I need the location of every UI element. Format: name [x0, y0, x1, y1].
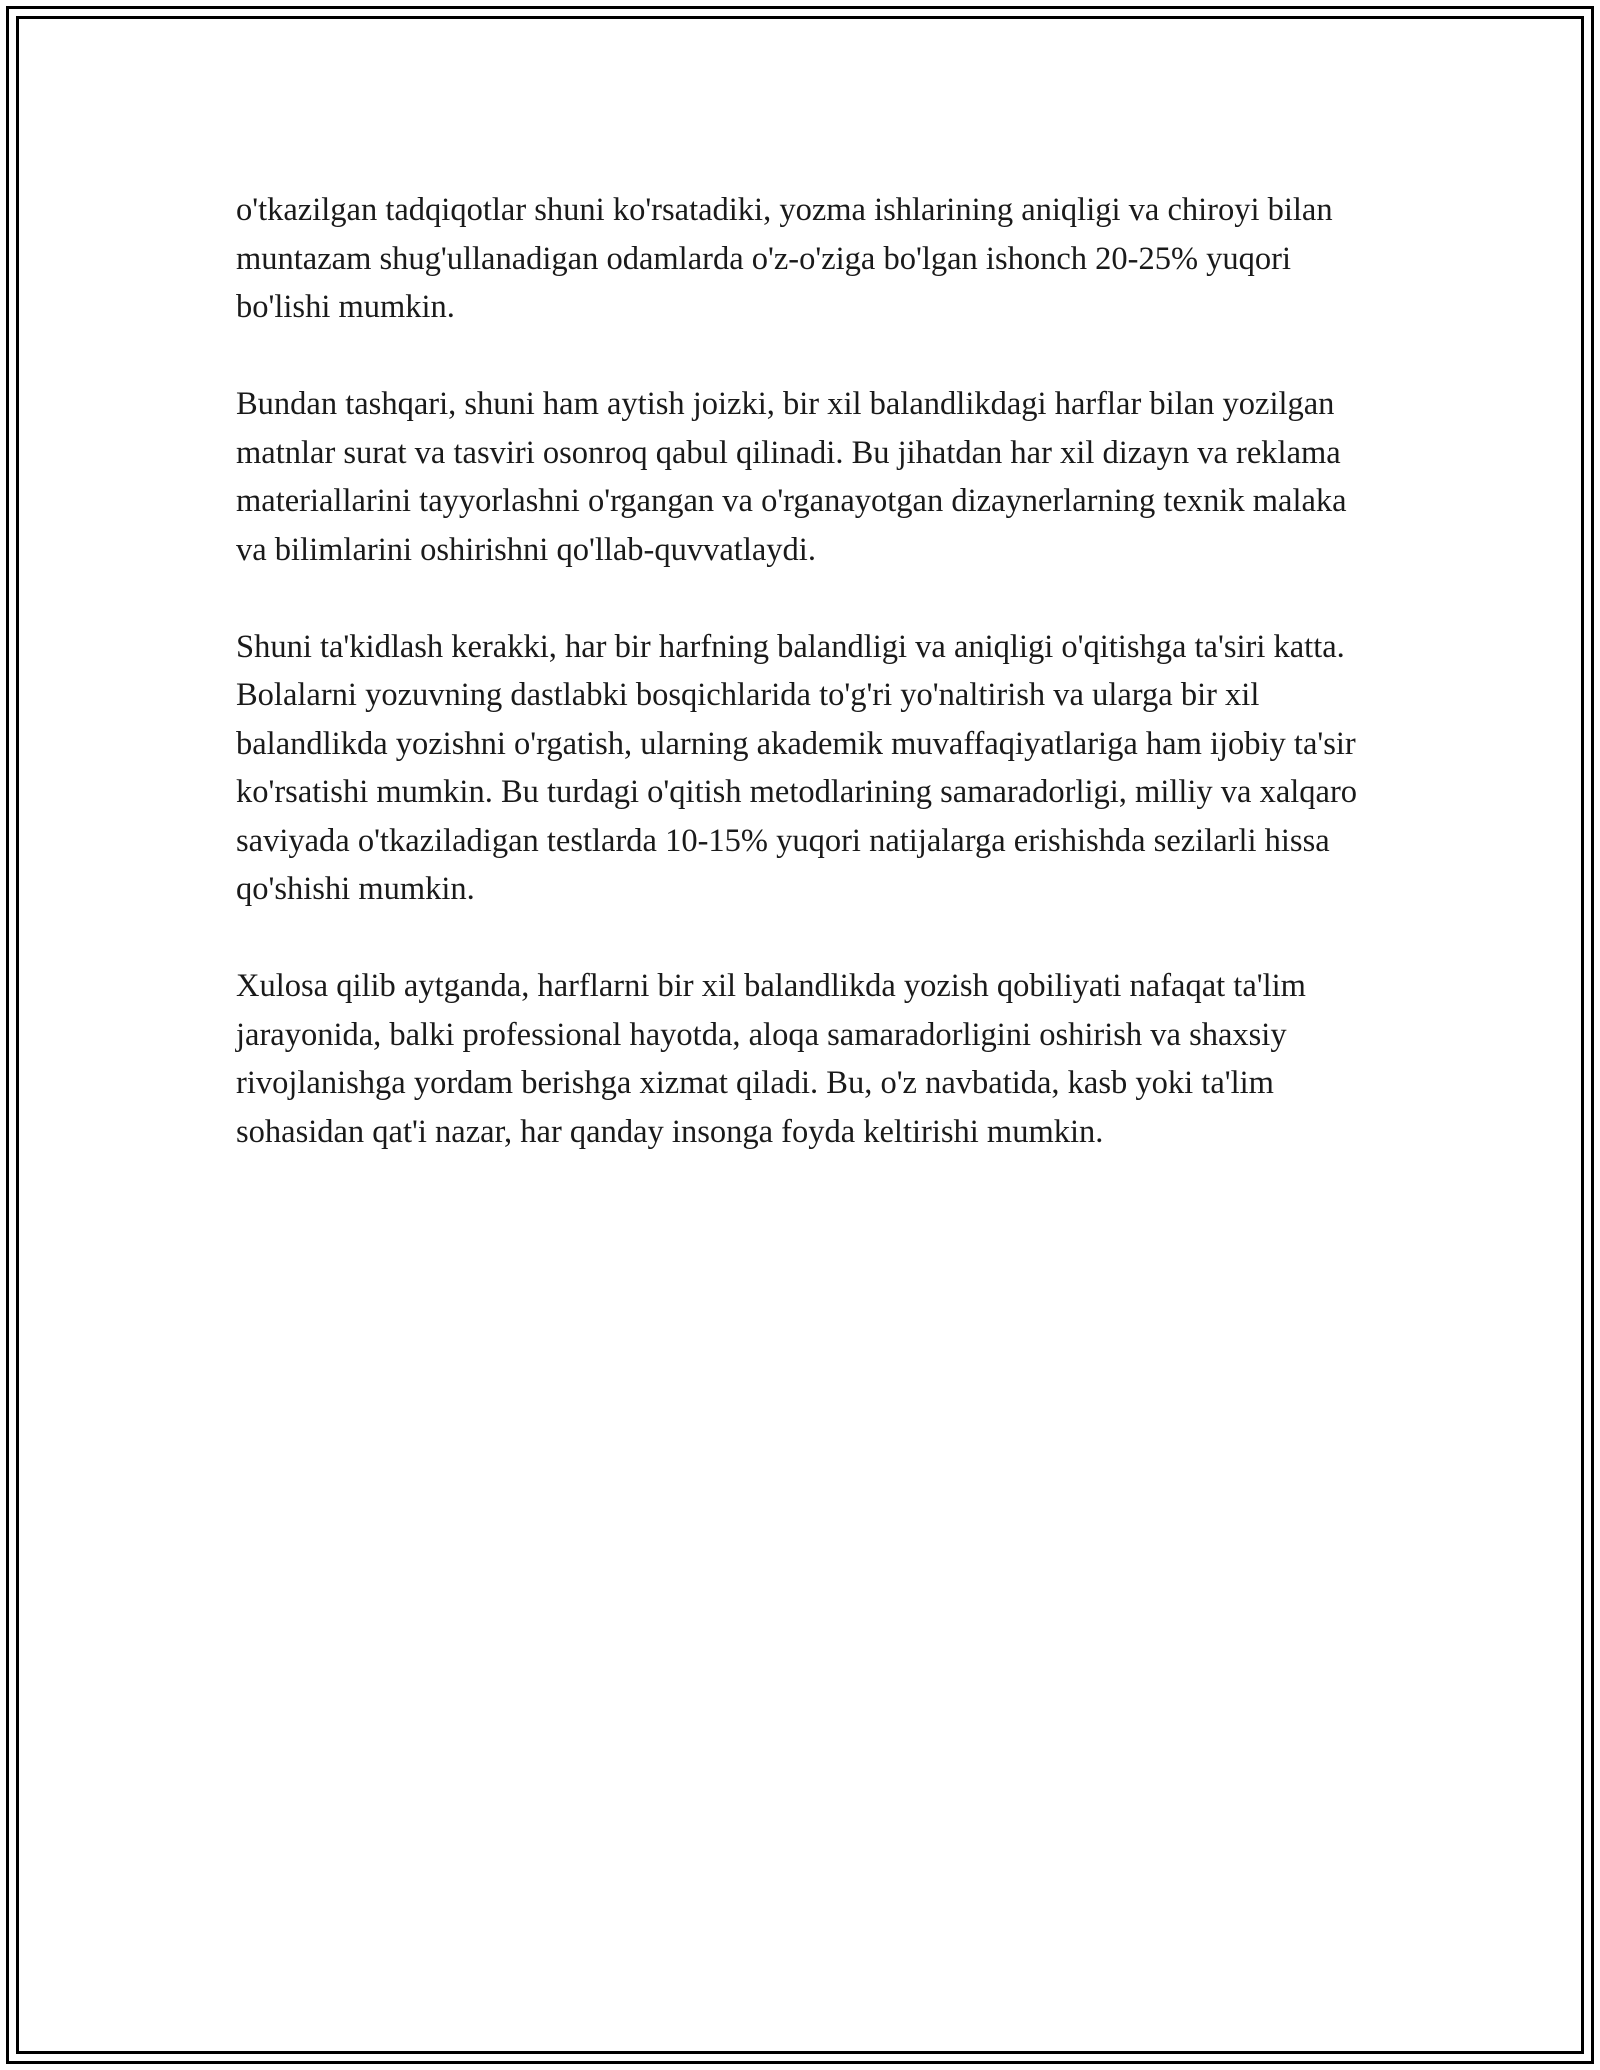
document-body — [236, 186, 1366, 1205]
paragraph-3: Shuni ta'kidlash kerakki, har bir harfning balandligi va aniqligi o'qitishga ta'siri katta. Bolalarni yozuvning dastlabki bosqichlarida to'g'ri yo'naltirish va ularga bir xil balandlikda yozishni o'rgatish, ularning akademik muvaffaqiyatlariga ham ijobiy ta'sir ko'rsatishi mumkin. Bu turdagi o'qitish metodlarining samaradorligi, milliy va xalqaro saviyada o'tkaziladigan testlarda 10-15% yuqori natijalarga erishishda sezilarli hissa qo'shishi mumkin. — [236, 628, 1358, 907]
paragraph-1: o'tkazilgan tadqiqotlar shuni ko'rsatadiki, yozma ishlarining aniqligi va chiroyi bilan muntazam shug'ullanadigan odamlarda o'z-o'ziga bo'lgan ishonch 20-25% yuqori bo'lishi mumkin. — [236, 192, 1333, 325]
paragraph-2: Bundan tashqari, shuni ham aytish joizki, bir xil balandlikdagi harflar bilan yozilgan matnlar surat va tasviri osonroq qabul qilinadi. Bu jihatdan har xil dizayn va reklama materiallarini tayyorlashni o'rgangan va o'rganayotgan dizaynerlarning texnik malaka va bilimlarini oshirishni qo'llab-quvvatlaydi. — [236, 386, 1347, 568]
paragraph-4: Xulosa qilib aytganda, harflarni bir xil balandlikda yozish qobiliyati nafaqat ta'lim jarayonida, balki professional hayotda, aloqa samaradorligini oshirish va shaxsiy rivojlanishga yordam berishga xizmat qiladi. Bu, o'z navbatida, kasb yoki ta'lim sohasidan qat'i nazar, har qanday insonga foyda keltirishi mumkin. — [236, 968, 1306, 1150]
